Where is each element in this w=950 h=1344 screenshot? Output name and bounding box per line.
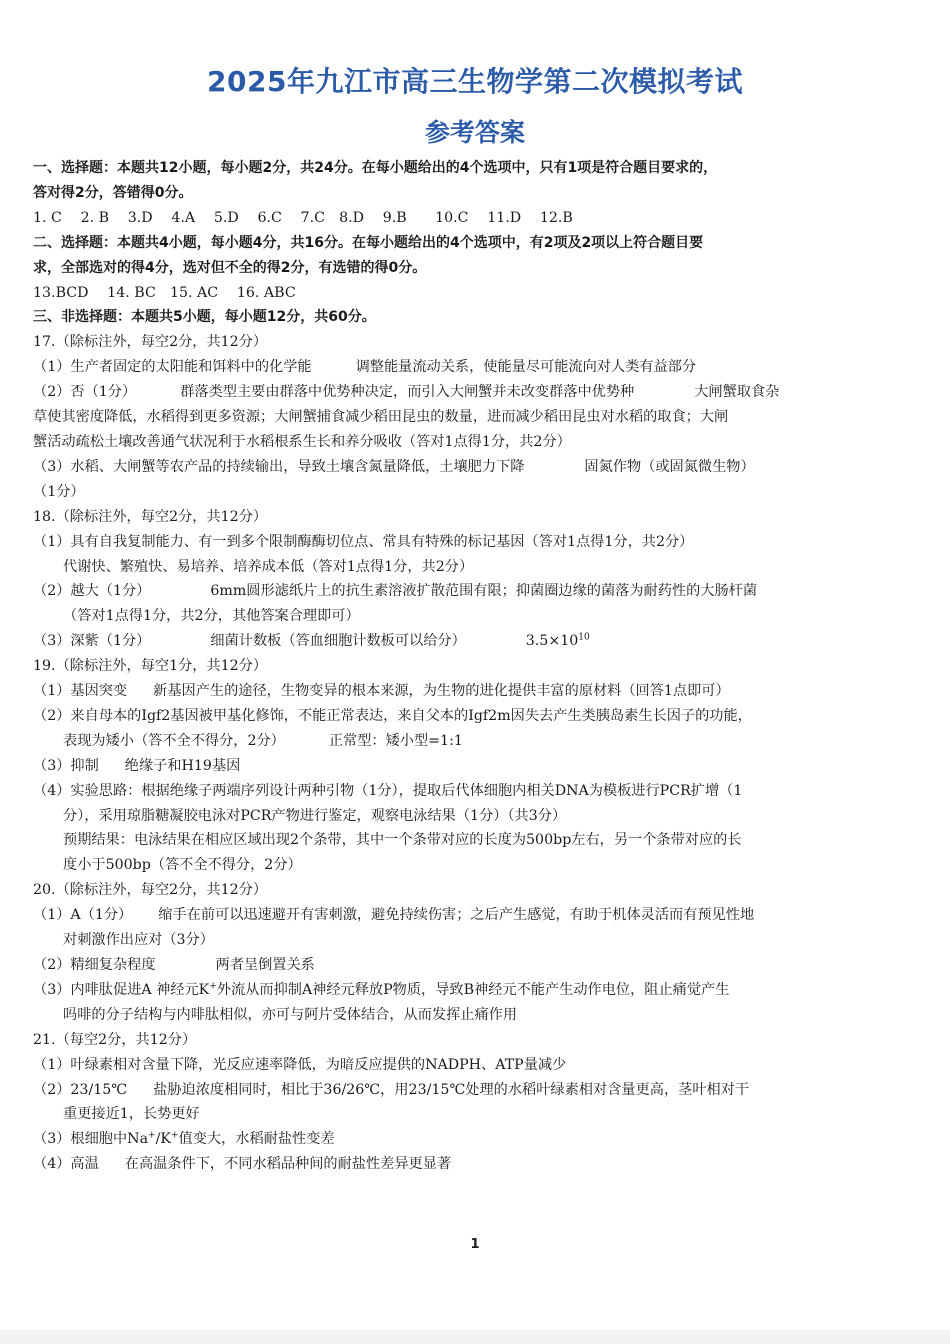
q19-line: （3）抑制 绝缘子和H19基因 — [33, 757, 241, 774]
section-1-answers: 1. C 2. B 3.D 4.A 5.D 6.C 7.C 8.D 9.B 10.C 11.D 12.B — [33, 209, 573, 226]
q21-line: （1）叶绿素相对含量下降，光反应速率降低，为暗反应提供的NADPH、ATP量减少 — [33, 1056, 567, 1073]
q17-line: （2）否（1分） 群落类型主要由群落中优势种决定，而引入大闸蟹并未改变群落中优势种 大闸蟹取食杂 — [33, 384, 780, 401]
section-1-heading-cont: 答对得2分，答错得0分。 — [33, 184, 193, 201]
q21-line: 重更接近1，长势更好 — [63, 1106, 200, 1123]
q19-line: （2）来自母本的Igf2基因被甲基化修饰，不能正常表达，来自父本的Igf2m因失去产生类胰岛素生长因子的功能， — [33, 707, 752, 724]
q19-line: （1）基因突变 新基因产生的途径，生物变异的根本来源，为生物的进化提供丰富的原材料（回答1点即可） — [33, 683, 730, 700]
q18-line: （3）深紫（1分） 细菌计数板（答血细胞计数板可以给分） $3.5\times 10^{10}$ — [33, 632, 590, 650]
q19-line: 表现为矮小（答不全不得分，2分） 正常型：矮小型=1:1 — [63, 732, 463, 749]
section-3-heading: 三、非选择题：本题共5小题，每小题12分，共60分。 — [33, 309, 376, 326]
q17-line: 草使其密度降低，水稻得到更多资源；大闸蟹捕食减少稻田昆虫的数量，进而减少稻田昆虫对水稻的取食；大闸 — [33, 409, 729, 426]
answer-body — [33, 156, 905, 1177]
bottom-strip — [0, 1330, 950, 1344]
q19-line: 预期结果：电泳结果在相应区域出现2个条带，其中一个条带对应的长度为500bp左右，另一个条带对应的长 — [63, 832, 742, 849]
q21-line: （3）根细胞中Na+/K+值变大，水稻耐盐性变差 — [33, 1130, 335, 1148]
q18-line: （答对1点得1分，共2分，其他答案合理即可） — [63, 608, 360, 625]
q20-line: 吗啡的分子结构与内啡肽相似，亦可与阿片受体结合，从而发挥止痛作用 — [63, 1006, 518, 1023]
q18-line: 代谢快、繁殖快、易培养、培养成本低（答对1点得1分，共2分） — [63, 558, 474, 575]
q20-heading: 20.（除标注外，每空2分，共12分） — [33, 882, 268, 899]
q17-line: （3）水稻、大闸蟹等农产品的持续输出，导致土壤含氮量降低，土壤肥力下降 固氮作物（或固氮微生物） — [33, 458, 755, 475]
q19-heading: 19.（除标注外，每空1分，共12分） — [33, 658, 268, 675]
q20-line: （2）精细复杂程度 两者呈倒置关系 — [33, 957, 315, 973]
q17-line: （1）生产者固定的太阳能和饵料中的化学能 调整能量流动关系，使能量尽可能流向对人类有益部分 — [33, 359, 697, 376]
q20-line: （3）内啡肽促进A 神经元K+外流从而抑制A神经元释放P物质，导致B神经元不能产生动作电位，阻止痛觉产生 — [33, 981, 730, 998]
q21-line: （2）23/15℃ 盐胁迫浓度相同时，相比于36/26℃，用23/15℃处理的水稻叶绿素相对含量更高，茎叶相对干 — [33, 1081, 750, 1098]
q20-line: 对刺激作出应对（3分） — [63, 932, 214, 949]
section-1-heading: 一、选择题：本题共12小题，每小题2分，共24分。在每小题给出的4个选项中，只有1项是符合题目要求的， — [33, 160, 718, 176]
exam-title: 2025年九江市高三生物学第二次模拟考试 — [207, 65, 743, 98]
answer-subtitle: 参考答案 — [424, 118, 525, 147]
section-2-answers: 13.BCD 14. BC 15. AC 16. ABC — [33, 284, 296, 301]
q21-line: （4）高温 在高温条件下，不同水稻品种间的耐盐性差异更显著 — [33, 1156, 452, 1173]
section-2-heading: 二、选择题：本题共4小题，每小题4分，共16分。在每小题给出的4个选项中，有2项及2项以上符合题目要 — [33, 234, 704, 251]
q19-line: （4）实验思路：根据绝缘子两端序列设计两种引物（1分），提取后代体细胞内相关DNA为模板进行PCR扩增（1 — [33, 782, 743, 799]
q18-line: （1）具有自我复制能力、有一到多个限制酶酶切位点、常具有特殊的标记基因（答对1点得1分，共2分） — [33, 533, 694, 550]
q20-line: （1）A（1分） 缩手在前可以迅速避开有害刺激，避免持续伤害；之后产生感觉，有助于机体灵活而有预见性地 — [33, 907, 755, 924]
q21-heading: 21.（每空2分，共12分） — [33, 1031, 197, 1048]
q18-heading: 18.（除标注外，每空2分，共12分） — [33, 508, 268, 525]
q17-line: 蟹活动疏松土壤改善通气状况利于水稻根系生长和养分吸收（答对1点得1分，共2分） — [33, 433, 571, 450]
q17-line: （1分） — [33, 483, 85, 500]
section-2-heading-cont: 求，全部选对的得4分，选对但不全的得2分，有选错的得0分。 — [33, 259, 427, 276]
q19-line: 分），采用琼脂糖凝胶电泳对PCR产物进行鉴定，观察电泳结果（1分）（共3分） — [63, 807, 567, 824]
q19-line: 度小于500bp（答不全不得分，2分） — [63, 857, 302, 874]
q17-heading: 17.（除标注外，每空2分，共12分） — [33, 334, 268, 351]
q18-line: （2）越大（1分） 6mm圆形滤纸片上的抗生素溶液扩散范围有限；抑菌圈边缘的菌落为耐药性的大肠杆菌 — [33, 583, 758, 600]
page-number: 1 — [470, 1237, 480, 1252]
